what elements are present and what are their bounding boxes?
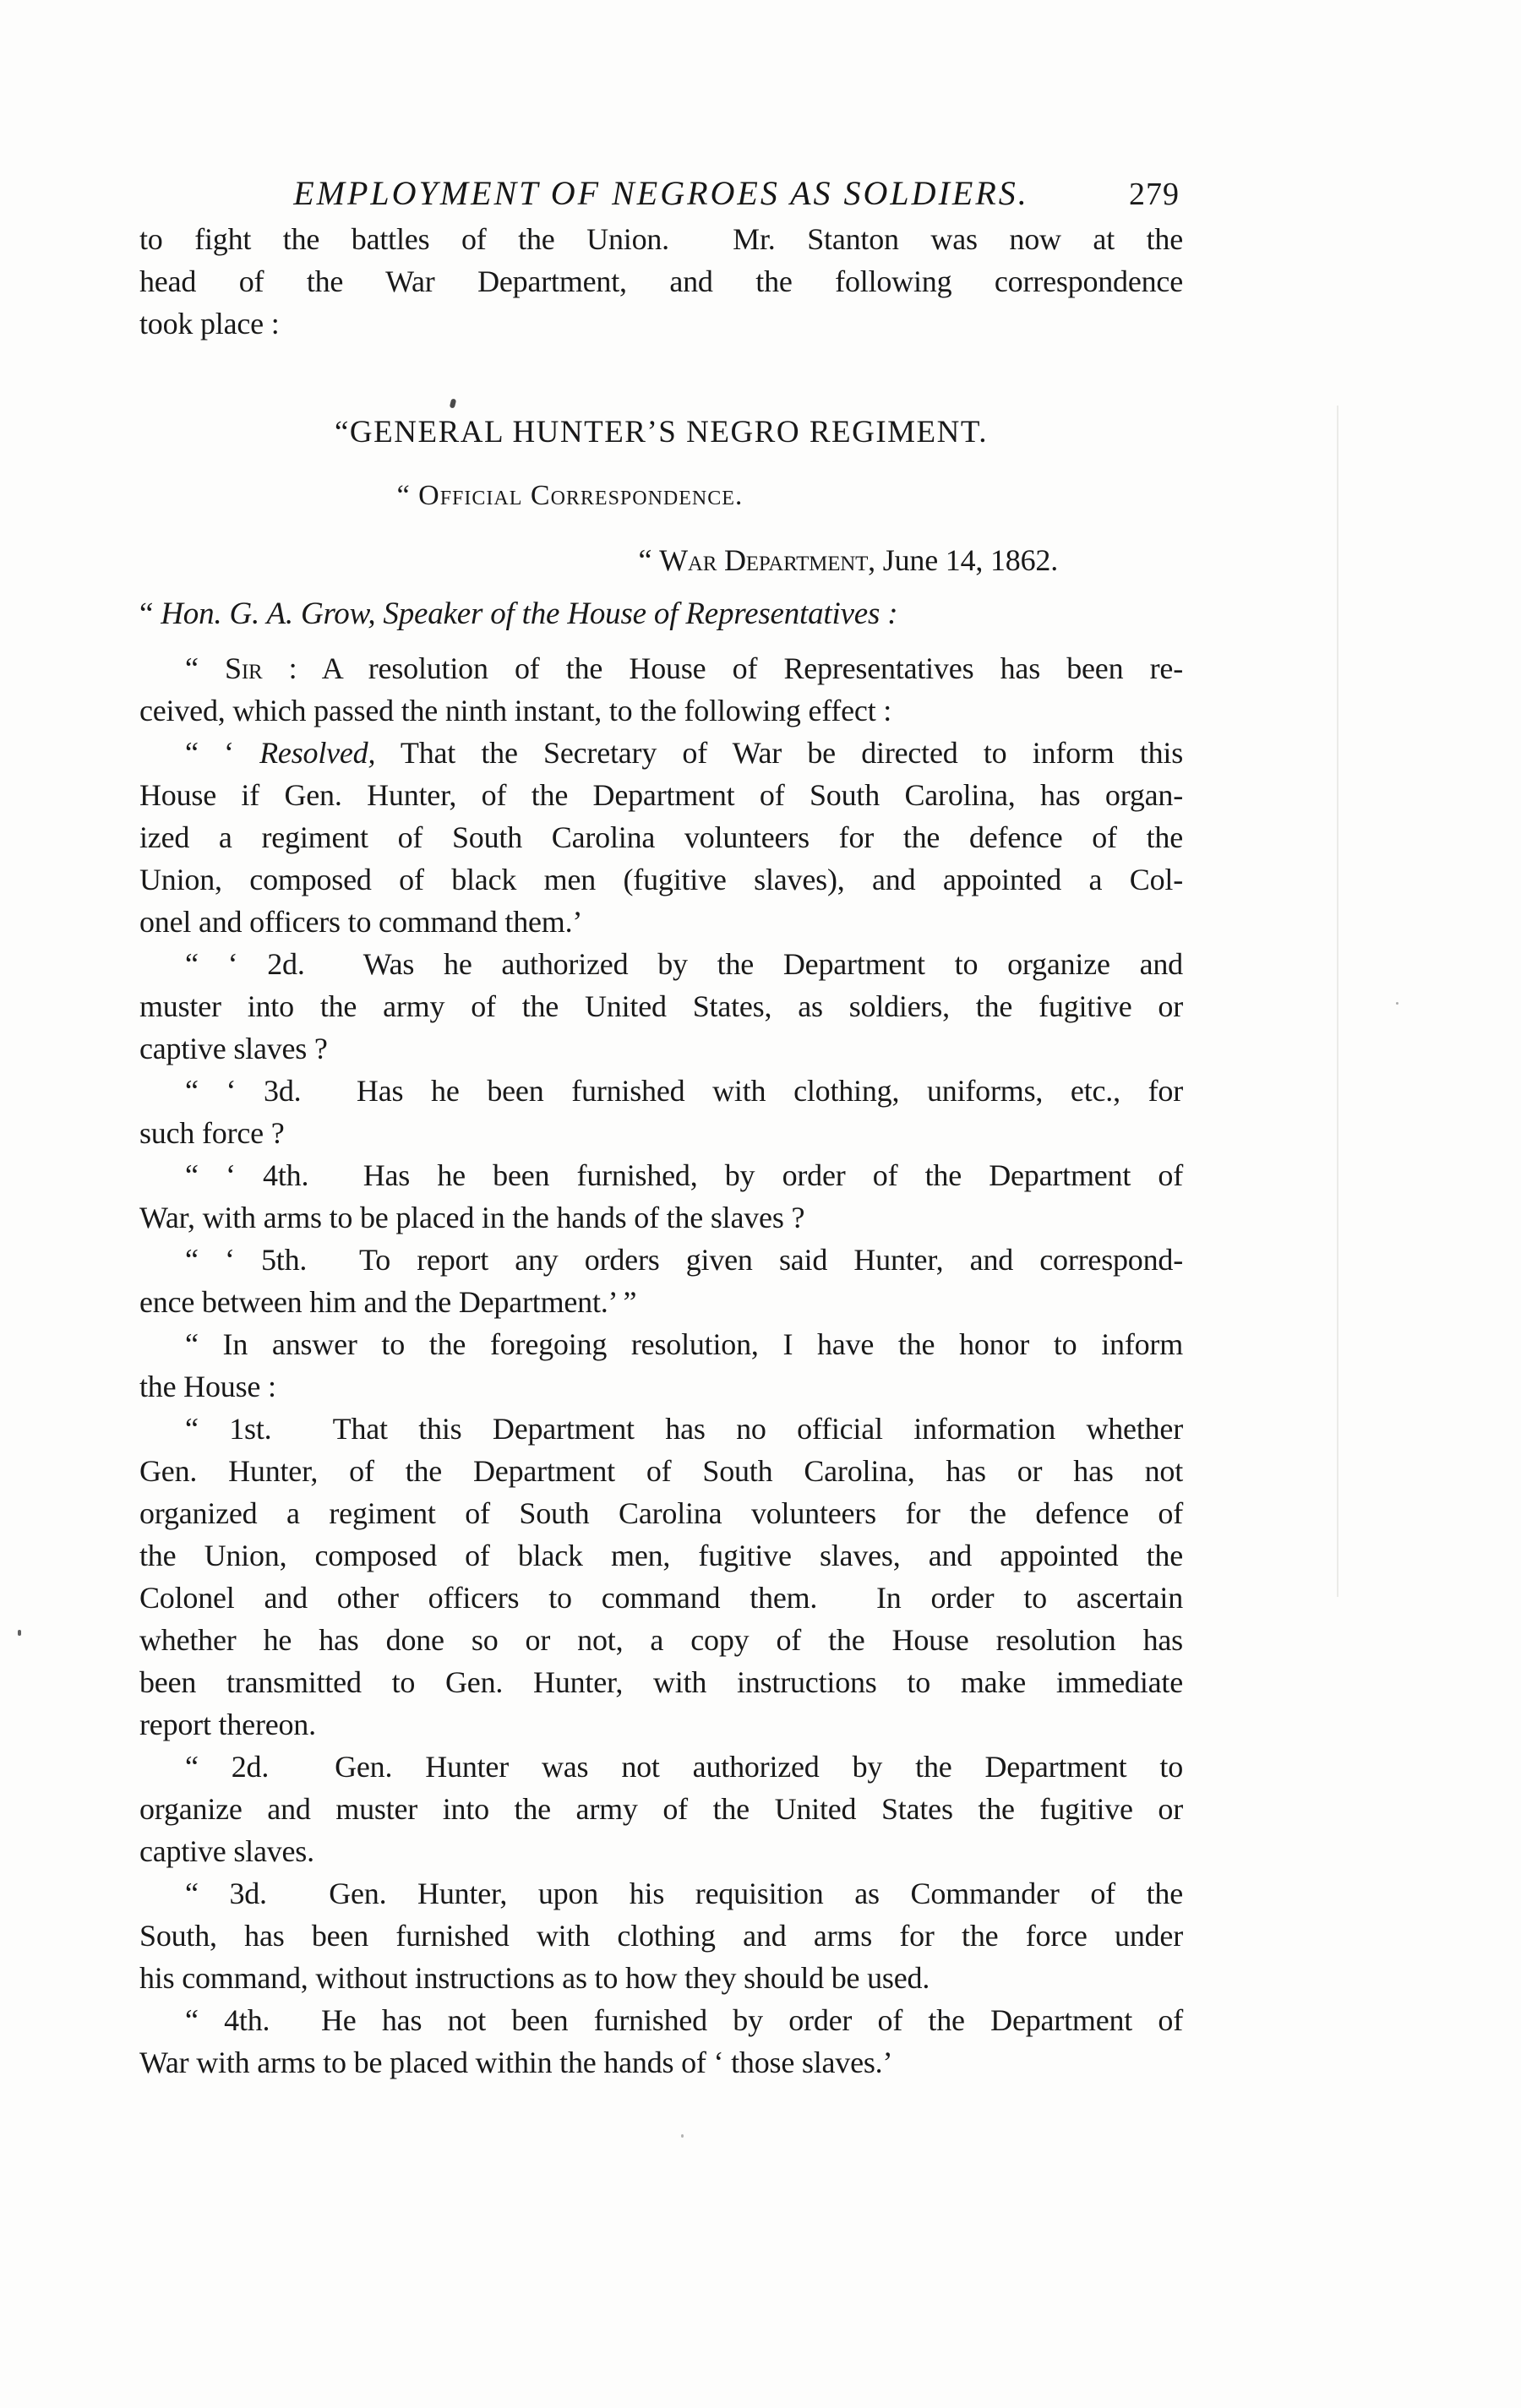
- text-segment: “ 3d. Gen. Hunter, upon his requisition as Commander of the: [185, 1877, 1183, 1910]
- text-line: [139, 1027, 1183, 1070]
- text-line: [139, 943, 1183, 985]
- text-segment: “ 1st. That this Department has no official information whether: [185, 1412, 1183, 1446]
- block-para: [139, 1070, 1183, 1154]
- text-line: [139, 1746, 1183, 1788]
- text-segment: the House :: [139, 1370, 276, 1403]
- block-para: [139, 1999, 1183, 2084]
- text-line: [139, 1365, 1183, 1408]
- italic-text: Resolved,: [259, 736, 376, 770]
- text-segment: “GENERAL HUNTER’S NEGRO REGIMENT.: [335, 415, 988, 449]
- text-line: [139, 1999, 1183, 2041]
- text-line: [139, 2041, 1183, 2084]
- text-segment: “: [139, 597, 161, 631]
- text-line: [139, 218, 1183, 260]
- text-segment: muster into the army of the United States, as soldiers, the fugitive or: [139, 989, 1183, 1023]
- text-line: [139, 1830, 1183, 1872]
- text-line: [139, 1492, 1183, 1534]
- text-line: [139, 647, 1183, 689]
- text-segment: House if Gen. Hunter, of the Department of South Carolina, has organ-: [139, 778, 1183, 812]
- text-line: [139, 593, 1183, 635]
- text-line: [139, 1661, 1183, 1703]
- text-line: [139, 1534, 1183, 1577]
- page-number: 279: [1129, 177, 1180, 212]
- text-line: [139, 1915, 1183, 1957]
- block-salutation: [139, 593, 1183, 635]
- scan-edge-line: [1337, 406, 1338, 1597]
- text-segment: the Union, composed of black men, fugitive slaves, and appointed the: [139, 1539, 1183, 1572]
- scan-speck: [18, 1630, 21, 1636]
- text-segment: That the Secretary of War be directed to inform this: [375, 736, 1184, 770]
- text-segment: “: [185, 651, 226, 685]
- text-segment: “ 4th. He has not been furnished by order of the Department of: [185, 2003, 1183, 2037]
- text-line: [139, 1112, 1183, 1154]
- text-segment: “ ‘ 4th. Has he been furnished, by order of the Department of: [185, 1158, 1183, 1192]
- text-segment: captive slaves.: [139, 1834, 314, 1868]
- block-dateline: [139, 539, 1183, 581]
- text-segment: “: [638, 543, 660, 577]
- text-segment: Gen. Hunter, of the Department of South Carolina, has or has not: [139, 1454, 1183, 1488]
- text-line: [139, 1872, 1183, 1915]
- text-line: [139, 1577, 1183, 1619]
- text-line: [139, 1788, 1183, 1830]
- text-segment: ceived, which passed the ninth instant, to the following effect :: [139, 694, 892, 727]
- block-body: [139, 218, 1183, 345]
- text-block: [139, 218, 1183, 2084]
- text-segment: onel and officers to command them.’: [139, 905, 583, 939]
- text-line: [139, 901, 1183, 943]
- scan-speck: [1396, 1002, 1398, 1005]
- text-segment: : A resolution of the House of Representatives has been re-: [262, 651, 1183, 685]
- text-segment: his command, without instructions as to how they should be used.: [139, 1961, 930, 1995]
- text-line: [139, 985, 1183, 1027]
- text-segment: report thereon.: [139, 1708, 316, 1741]
- text-line: [139, 411, 1183, 455]
- running-header-title: EMPLOYMENT OF NEGROES AS SOLDIERS.: [293, 174, 1029, 212]
- text-line: [48, 477, 1092, 515]
- text-line: [139, 1619, 1183, 1661]
- text-line: [139, 858, 1183, 901]
- block-para: [139, 732, 1183, 943]
- text-segment: captive slaves ?: [139, 1032, 328, 1065]
- text-line: [139, 260, 1183, 302]
- text-segment: War with arms to be placed within the hands of ‘ those slaves.’: [139, 2046, 893, 2079]
- text-segment: ence between him and the Department.’ ”: [139, 1285, 637, 1319]
- text-line: [139, 732, 1183, 774]
- text-segment: “: [396, 480, 419, 511]
- text-line: [139, 1239, 1183, 1281]
- scan-speck: [681, 2134, 684, 2138]
- block-para: [139, 1323, 1183, 1408]
- text-line: [139, 816, 1183, 858]
- text-line: [139, 1323, 1183, 1365]
- text-segment: “ ‘ 3d. Has he been furnished with clothing, uniforms, etc., for: [185, 1074, 1183, 1108]
- text-line: [139, 1281, 1183, 1323]
- text-segment: ized a regiment of South Carolina volunteers for the defence of the: [139, 820, 1183, 854]
- italic-text: Hon. G. A. Grow, Speaker of the House of Representatives :: [161, 597, 898, 631]
- text-segment: Union, composed of black men (fugitive slaves), and appointed a Col-: [139, 863, 1183, 896]
- text-segment: “ 2d. Gen. Hunter was not authorized by the Department to: [185, 1750, 1183, 1784]
- text-segment: head of the War Department, and the following correspondence: [139, 264, 1183, 298]
- text-line: [139, 1196, 1183, 1239]
- text-segment: June 14, 1862.: [875, 543, 1058, 577]
- text-segment: took place :: [139, 307, 280, 340]
- text-line: [139, 1070, 1183, 1112]
- text-segment: whether he has done so or not, a copy of the House resolution has: [139, 1623, 1183, 1657]
- text-segment: “ ‘ 5th. To report any orders given said Hunter, and correspond-: [185, 1243, 1183, 1277]
- block-para: [139, 943, 1183, 1070]
- text-segment: “ ‘ 2d. Was he authorized by the Department to organize and: [185, 947, 1183, 981]
- text-segment: South, has been furnished with clothing and arms for the force under: [139, 1919, 1183, 1953]
- block-para: [139, 1408, 1183, 1746]
- text-line: [139, 539, 1183, 581]
- text-line: [139, 1154, 1183, 1196]
- block-para: [139, 1239, 1183, 1323]
- text-segment: organized a regiment of South Carolina volunteers for the defence of: [139, 1496, 1183, 1530]
- block-para: [139, 647, 1183, 732]
- text-line: [139, 1957, 1183, 1999]
- text-segment: “ In answer to the foregoing resolution, I have the honor to inform: [185, 1327, 1183, 1361]
- running-header: [139, 173, 1183, 213]
- text-segment: Colonel and other officers to command them. In order to ascertain: [139, 1581, 1183, 1615]
- text-segment: to fight the battles of the Union. Mr. Stanton was now at the: [139, 222, 1183, 256]
- block-para: [139, 1746, 1183, 1872]
- text-line: [139, 689, 1183, 732]
- text-segment: such force ?: [139, 1116, 285, 1150]
- text-line: [139, 1408, 1183, 1450]
- text-segment: been transmitted to Gen. Hunter, with instructions to make immediate: [139, 1665, 1183, 1699]
- smallcaps-text: Official Correspondence.: [418, 480, 744, 511]
- block-para: [139, 1154, 1183, 1239]
- block-heading: [139, 411, 1183, 455]
- smallcaps-text: Sir: [225, 651, 263, 685]
- text-segment: organize and muster into the army of the United States the fugitive or: [139, 1792, 1183, 1826]
- text-segment: War, with arms to be placed in the hands of the slaves ?: [139, 1201, 805, 1234]
- block-subheading: [48, 477, 1092, 515]
- smallcaps-text: War Department,: [659, 543, 875, 577]
- text-line: [139, 1450, 1183, 1492]
- text-line: [139, 302, 1183, 345]
- text-segment: “ ‘: [185, 736, 260, 770]
- text-line: [139, 1703, 1183, 1746]
- text-line: [139, 774, 1183, 816]
- block-para: [139, 1872, 1183, 1999]
